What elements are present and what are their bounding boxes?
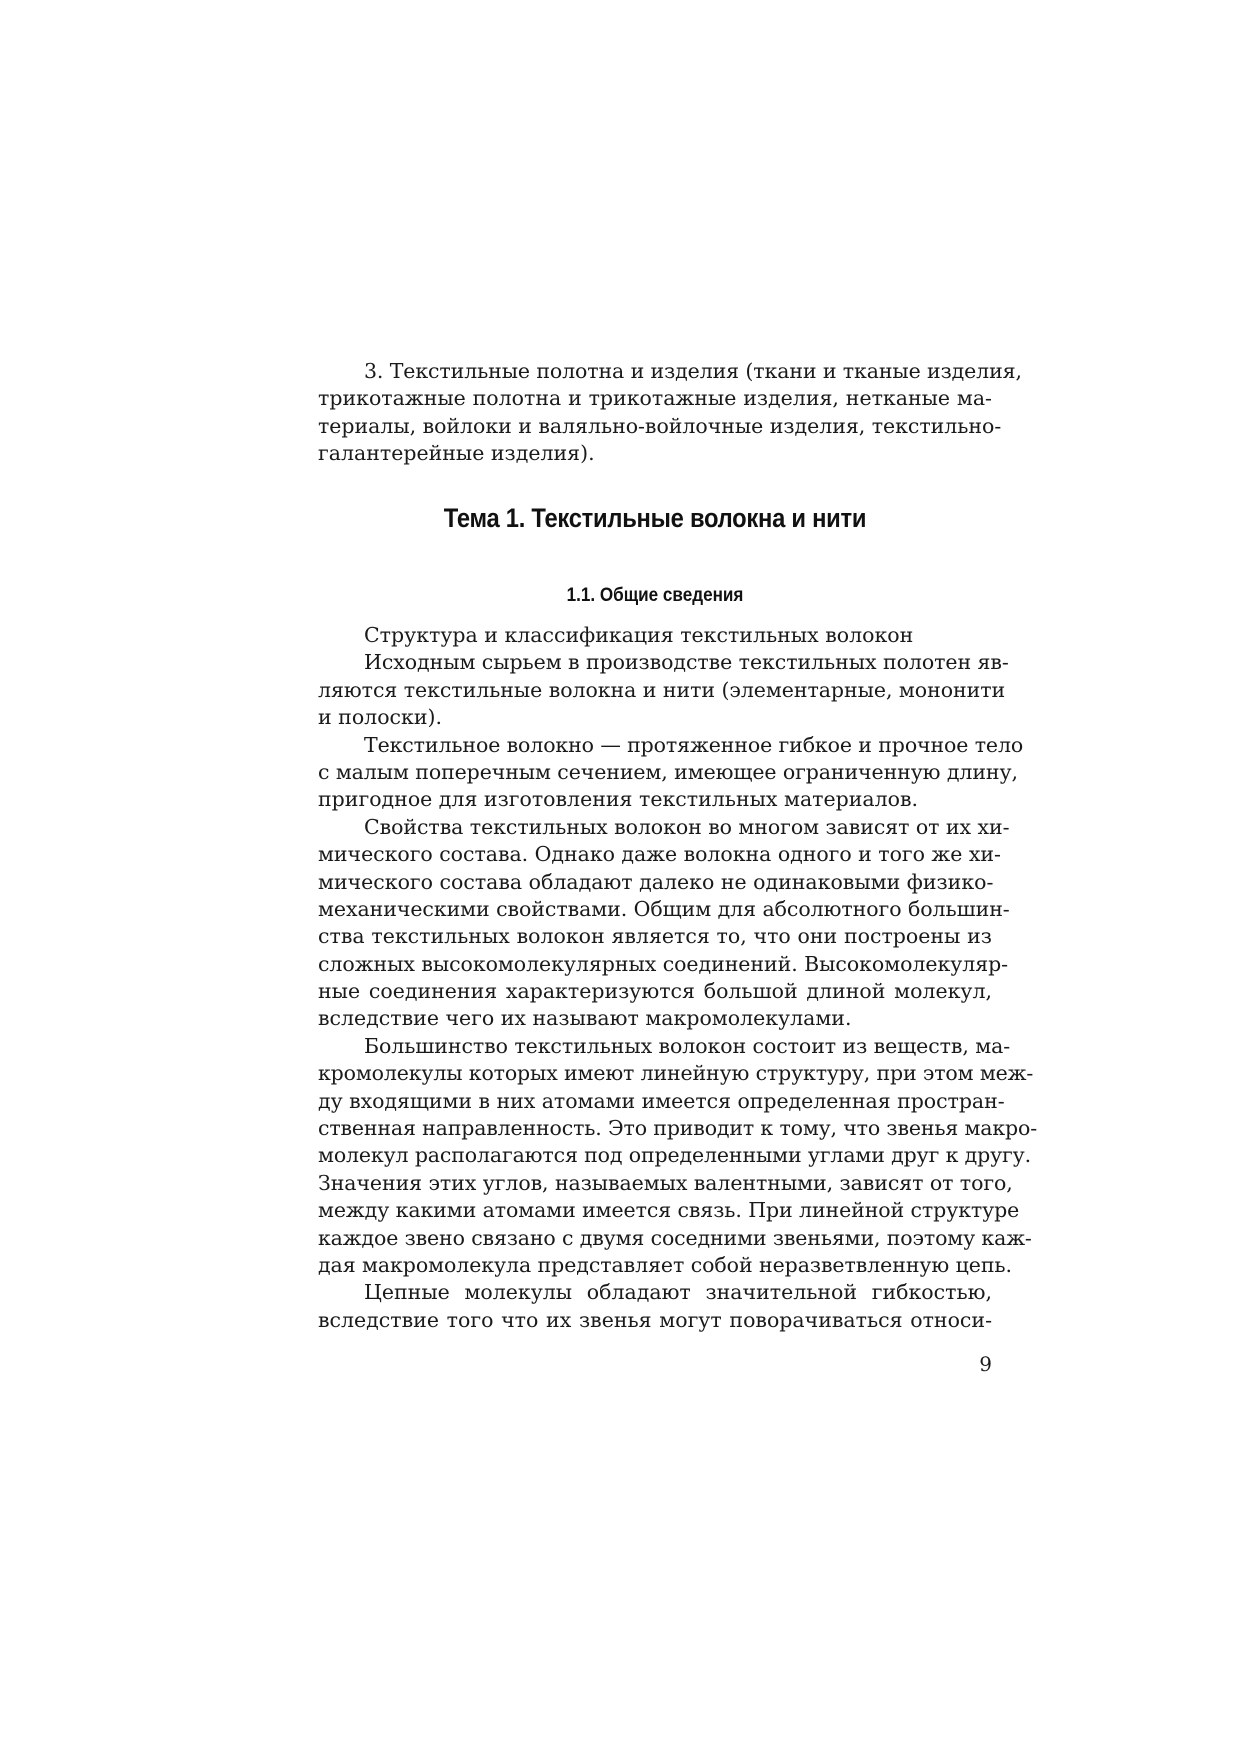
text-line: кромолекулы которых имеют линейную структуру, при этом меж- xyxy=(318,1061,1034,1086)
text-line: между какими атомами имеется связь. При линейной структуре xyxy=(318,1198,1020,1223)
text-line: 3. Текстильные полотна и изделия (ткани и тканые изделия, xyxy=(364,359,1022,383)
text-line: териалы, войлоки и валяльно-войлочные изделия, текстильно- xyxy=(318,413,1002,438)
text-line: вследствие чего их называют макромолекулами. xyxy=(318,1006,852,1031)
text-line: Текстильное волокно — протяженное гибкое и прочное тело xyxy=(364,732,1024,757)
text-line: каждое звено связано с двумя соседними звеньями, поэтому каж- xyxy=(318,1225,1032,1250)
text-line: ляются текстильные волокна и нити (элементарные, мононити xyxy=(318,677,1006,702)
text-line: Свойства текстильных волокон во многом зависят от их хи- xyxy=(364,814,1010,839)
subheading-line: Структура и классификация текстильных волокон xyxy=(364,623,914,647)
section-title: 1.1. Общие сведения xyxy=(566,585,744,606)
text-line: пригодное для изготовления текстильных материалов. xyxy=(318,787,919,812)
text-line: Исходным сырьем в производстве текстильных полотен яв- xyxy=(364,650,1009,675)
text-line: и полоски). xyxy=(318,705,443,730)
text-line: механическими свойствами. Общим для абсолютного большин- xyxy=(318,896,1010,921)
text-line: Большинство текстильных волокон состоит из веществ, ма- xyxy=(364,1033,1011,1058)
text-line: ные соединения характеризуются большой длиной молекул, xyxy=(318,979,992,1004)
text-line: галантерейные изделия). xyxy=(318,441,595,466)
text-line: трикотажные полотна и трикотажные изделия, нетканые ма- xyxy=(318,386,992,411)
text-line: ду входящими в них атомами имеется определенная простран- xyxy=(318,1088,1005,1113)
intro-paragraph xyxy=(318,358,1022,468)
text-line: мического состава. Однако даже волокна одного и того же хи- xyxy=(318,842,1001,867)
text-line: молекул располагаются под определенными углами друг к другу. xyxy=(318,1143,1031,1168)
text-line: Цепные молекулы обладают значительной гибкостью, xyxy=(364,1280,992,1305)
text-line: ственная направленность. Это приводит к тому, что звенья макро- xyxy=(318,1116,1037,1141)
text-line: вследствие того что их звенья могут поворачиваться относи- xyxy=(318,1307,992,1332)
text-line: дая макромолекула представляет собой неразветвленную цепь. xyxy=(318,1252,1012,1277)
body-text xyxy=(318,622,1037,1334)
text-line: с малым поперечным сечением, имеющее ограниченную длину, xyxy=(318,759,1018,784)
text-line: сложных высокомолекулярных соединений. Высокомолекуляр- xyxy=(318,951,1009,976)
text-line: мического состава обладают далеко не одинаковыми физико- xyxy=(318,869,994,894)
text-line: Значения этих углов, называемых валентными, зависят от того, xyxy=(318,1170,1013,1195)
topic-title: Тема 1. Текстильные волокна и нити xyxy=(443,503,867,533)
text-line: ства текстильных волокон является то, что они построены из xyxy=(318,924,992,949)
page-number: 9 xyxy=(979,1352,992,1376)
